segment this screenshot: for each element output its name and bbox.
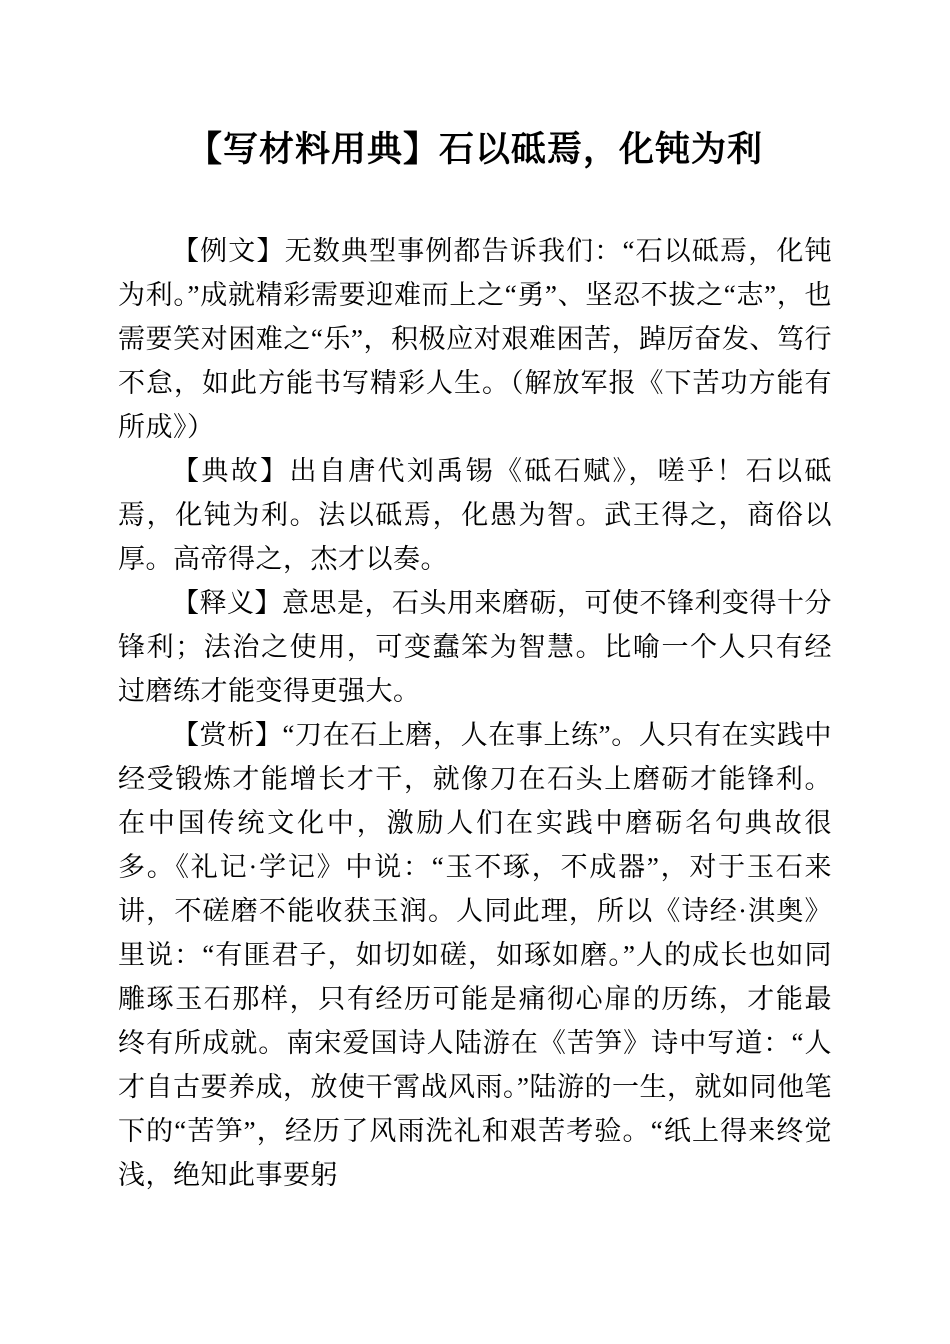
paragraph-liwen: 【例文】无数典型事例都告诉我们：“石以砥焉，化钝为利。”成就精彩需要迎难而上之“勇”、坚忍不拔之“志”，也需要笑对困难之“乐”，积极应对艰难困苦，踔厉奋发、笃行不怠，如此方能书写精彩人生。（解放军报《下苦功方能有所成》） (118, 236, 832, 443)
paragraph-diangu: 【典故】出自唐代刘禹锡《砥石赋》，嗟乎！石以砥焉，化钝为利。法以砥焉，化愚为智。武王得之，商俗以厚。高帝得之，杰才以奏。 (118, 456, 832, 575)
document-title: 【写材料用典】石以砥焉，化钝为利 (186, 130, 763, 169)
document-body (118, 229, 832, 1197)
paragraph-shangxi: 【赏析】“刀在石上磨，人在事上练”。人只有在实践中经受锻炼才能增长才干，就像刀在石头上磨砺才能锋利。在中国传统文化中，激励人们在实践中磨砺名句典故很多。《礼记·学记》中说：“玉不琢，不成器”，对于玉石来讲，不磋磨不能收获玉润。人同此理，所以《诗经·淇奥》里说：“有匪君子，如切如磋，如琢如磨。”人的成长也如同雕琢玉石那样，只有经历可能是痛彻心扉的历练，才能最终有所成就。南宋爱国诗人陆游在《苦笋》诗中写道：“人才自古要养成，放使干霄战风雨。”陆游的一生，就如同他笔下的“苦笋”，经历了风雨洗礼和艰苦考验。“纸上得来终觉浅，绝知此事要躬 (118, 720, 832, 1191)
paragraph-shiyi: 【释义】意思是，石头用来磨砺，可使不锋利变得十分锋利；法治之使用，可变蠢笨为智慧。比喻一个人只有经过磨练才能变得更强大。 (118, 588, 832, 707)
